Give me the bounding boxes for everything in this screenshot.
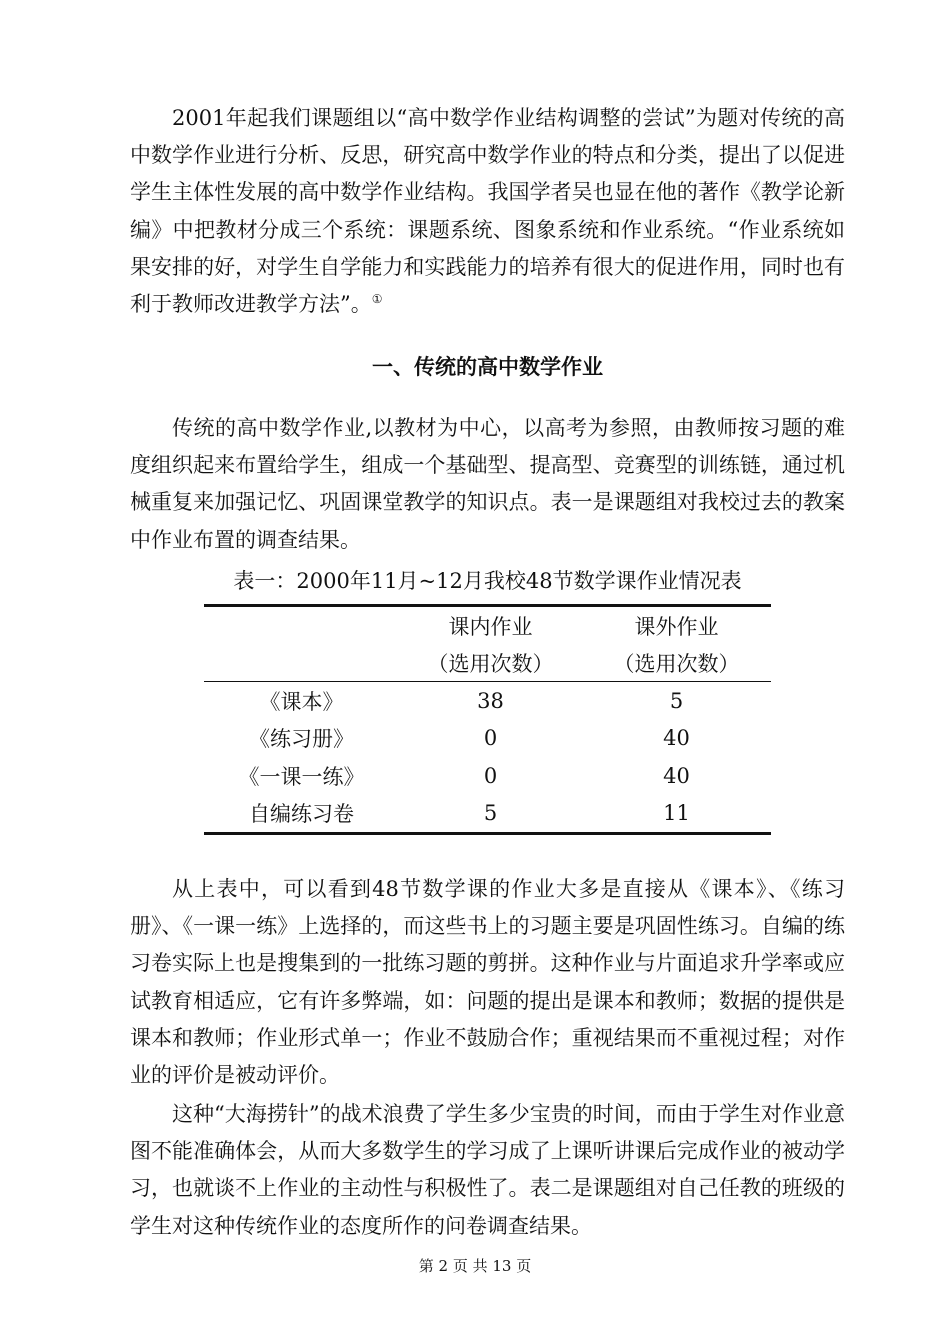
paragraph-intro-text: 2001年起我们课题组以“高中数学作业结构调整的尝试”为题对传统的高中数学作业进行分析、反思，研究高中数学作业的特点和分类，提出了以促进学生主体性发展的高中数学作业结构。我国学者吴也显在他的著作《教学论新编》中把教材分成三个系统：课题系统、图象系统和作业系统。“作业系统如果安排的好，对学生自学能力和实践能力的培养有很大的促进作用，同时也有利于教师改进教学方法”。	[130, 106, 845, 317]
row-in-class: 0	[483, 763, 498, 788]
paragraph-analysis: 从上表中，可以看到48节数学课的作业大多是直接从《课本》、《练习册》、《一课一练》上选择的，而这些书上的习题主要是巩固性练习。自编的练习卷实际上也是搜集到的一批练习题的剪拼。这种作业与片面追求升学率或应试教育相适应，它有许多弊端，如：问题的提出是课本和教师；数据的提供是课本和教师；作业形式单一；作业不鼓励合作；重视结果而不重视过程；对作业的评价是被动评价。	[130, 877, 845, 1088]
row-after-class: 40	[663, 726, 690, 751]
table-header-blank-2	[204, 644, 399, 682]
row-in-class: 5	[399, 795, 582, 834]
paragraph-traditional: 传统的高中数学作业,以教材为中心，以高考为参照，由教师按习题的难度组织起来布置给学生，组成一个基础型、提高型、竞赛型的训练链，通过机械重复来加强记忆、巩固课堂教学的知识点。表一是课题组对我校过去的教案中作业布置的调查结果。	[130, 416, 845, 552]
row-after-class: 11	[582, 795, 771, 834]
paragraph-survey: 这种“大海捞针”的战术浪费了学生多少宝贵的时间，而由于学生对作业意图不能准确体会，从而大多数学生的学习成了上课听讲课后完成作业的被动学习，也就谈不上作业的主动性与积极性了。表二是课题组对自己任教的班级的学生对这种传统作业的态度所作的问卷调查结果。	[130, 1102, 845, 1238]
row-in-class: 0	[483, 726, 498, 751]
row-in-class: 38	[477, 688, 504, 713]
paragraph-intro	[130, 100, 845, 323]
table-header-blank	[204, 606, 399, 645]
section-heading: 一、传统的高中数学作业	[372, 355, 603, 379]
row-name: 《一课一练》	[238, 764, 365, 789]
table-row	[204, 757, 771, 795]
row-name: 自编练习卷	[204, 795, 399, 834]
table-row	[204, 682, 771, 720]
table-subheader-in-class: （选用次数）	[399, 644, 582, 682]
row-after-class: 5	[669, 688, 684, 713]
table-row	[204, 795, 771, 834]
homework-table	[204, 604, 771, 835]
table-subheader-after-class: （选用次数）	[582, 644, 771, 682]
row-after-class: 40	[663, 763, 690, 788]
page-footer: 第 2 页 共 13 页	[418, 1257, 532, 1275]
row-name: 《练习册》	[249, 727, 354, 752]
table-row	[204, 720, 771, 758]
table-header-in-class: 课内作业	[399, 606, 582, 645]
row-name: 《课本》	[259, 689, 344, 714]
table-header-after-class: 课外作业	[582, 606, 771, 645]
table1-caption: 表一：2000年11月~12月我校48节数学课作业情况表	[233, 569, 742, 593]
footnote-marker[interactable]: ①	[371, 292, 383, 307]
